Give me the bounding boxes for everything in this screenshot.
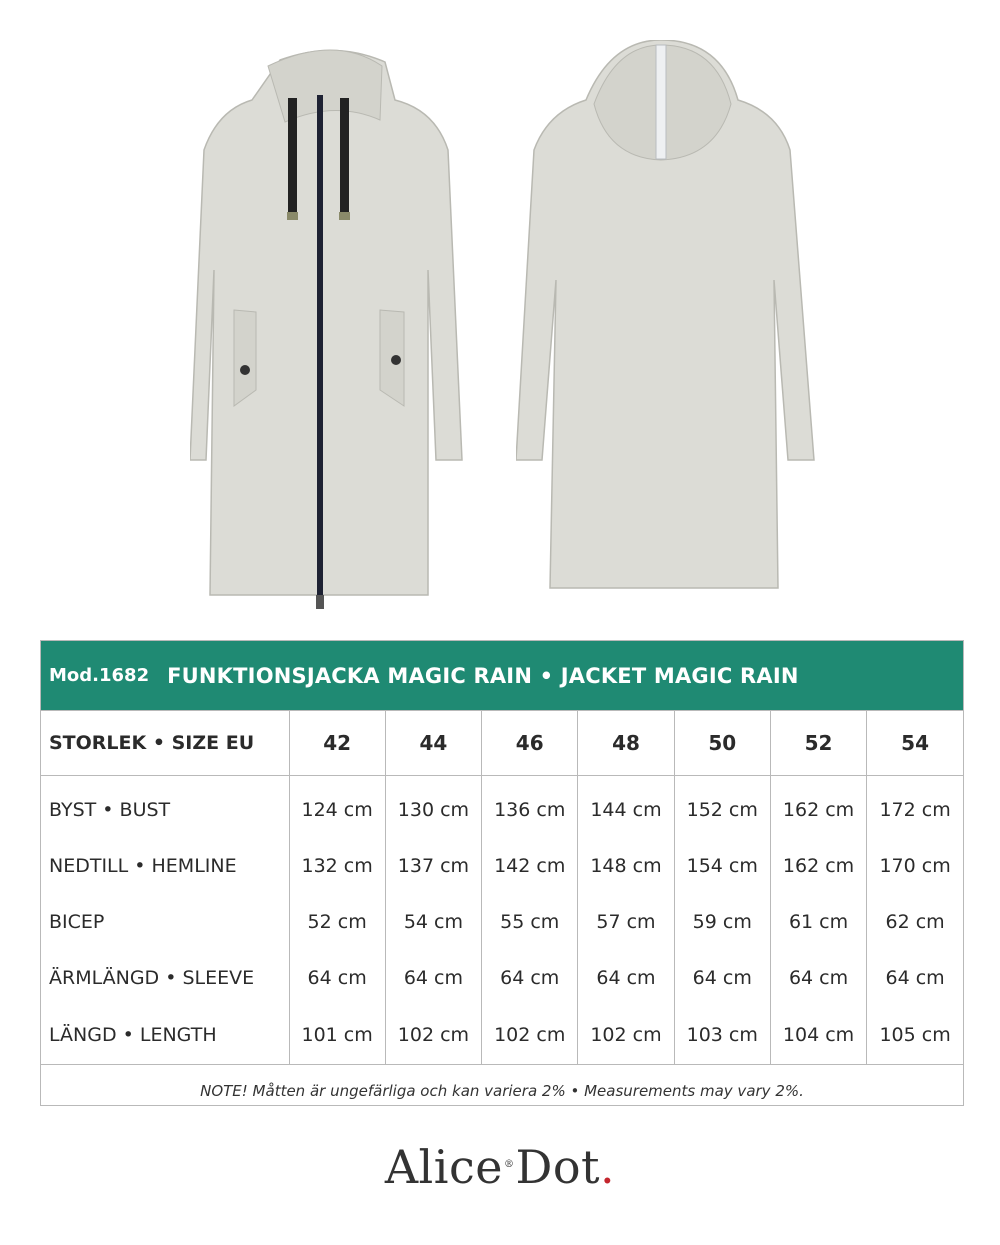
- measurement-note: NOTE! Måtten är ungefärliga och kan variera 2% • Measurements may vary 2%.: [200, 1082, 804, 1100]
- measurement-cell: 64 cm: [674, 950, 770, 1006]
- measurement-cell: 154 cm: [674, 838, 770, 894]
- brand-dot: .: [600, 1140, 616, 1194]
- brand-registered-mark: ®: [503, 1158, 515, 1170]
- measurement-cell: 105 cm: [867, 1006, 963, 1065]
- measurement-cell: 64 cm: [578, 950, 674, 1006]
- measurement-cell: 142 cm: [482, 838, 578, 894]
- size-cell: 46: [482, 711, 578, 776]
- table-row: [41, 838, 963, 894]
- size-cell: 52: [770, 711, 866, 776]
- jacket-back-image: [516, 40, 816, 600]
- size-label: STORLEK • SIZE EU: [41, 711, 289, 776]
- table-row: [41, 894, 963, 950]
- row-label: BYST • BUST: [49, 799, 171, 821]
- row-label: NEDTILL • HEMLINE: [49, 855, 237, 877]
- measurement-table: [41, 711, 963, 1065]
- measurement-cell: 64 cm: [482, 950, 578, 1006]
- brand-name-second: Dot: [515, 1140, 601, 1194]
- row-label: LÄNGD • LENGTH: [41, 1006, 289, 1065]
- row-label: BICEP: [49, 911, 105, 933]
- measurement-cell: 54 cm: [385, 894, 481, 950]
- size-cell: 44: [385, 711, 481, 776]
- measurement-cell: 64 cm: [770, 950, 866, 1006]
- measurement-cell: 55 cm: [482, 894, 578, 950]
- measurement-cell: 64 cm: [867, 950, 963, 1006]
- measurement-cell: 152 cm: [674, 776, 770, 839]
- brand-logo: [0, 1140, 1000, 1194]
- measurement-cell: 103 cm: [674, 1006, 770, 1065]
- size-cell: 42: [289, 711, 385, 776]
- jacket-front-image: [190, 40, 480, 610]
- measurement-cell: 102 cm: [578, 1006, 674, 1065]
- table-header: [41, 641, 963, 711]
- size-cell: 48: [578, 711, 674, 776]
- model-number: Mod.1682: [49, 665, 150, 686]
- measurement-cell: 62 cm: [867, 894, 963, 950]
- table-row: [41, 950, 963, 1006]
- measurement-cell: 148 cm: [578, 838, 674, 894]
- measurement-cell: 59 cm: [674, 894, 770, 950]
- row-label: ÄRMLÄNGD • SLEEVE: [49, 967, 255, 989]
- measurement-cell: 64 cm: [289, 950, 385, 1006]
- size-cell: 54: [867, 711, 963, 776]
- measurement-cell: 137 cm: [385, 838, 481, 894]
- measurement-cell: 102 cm: [482, 1006, 578, 1065]
- measurement-cell: 136 cm: [482, 776, 578, 839]
- measurement-cell: 162 cm: [770, 776, 866, 839]
- measurement-cell: 172 cm: [867, 776, 963, 839]
- measurement-cell: 104 cm: [770, 1006, 866, 1065]
- measurement-cell: 52 cm: [289, 894, 385, 950]
- measurement-cell: 61 cm: [770, 894, 866, 950]
- measurement-cell: 57 cm: [578, 894, 674, 950]
- table-row: [41, 776, 963, 839]
- brand-name-first: Alice: [384, 1140, 503, 1194]
- measurement-cell: 162 cm: [770, 838, 866, 894]
- size-cell: 50: [674, 711, 770, 776]
- measurement-cell: 64 cm: [385, 950, 481, 1006]
- measurement-cell: 124 cm: [289, 776, 385, 839]
- product-images: [0, 0, 1000, 620]
- measurement-cell: 170 cm: [867, 838, 963, 894]
- table-title: FUNKTIONSJACKA MAGIC RAIN • JACKET MAGIC RAIN: [167, 663, 799, 688]
- measurement-cell: 130 cm: [385, 776, 481, 839]
- measurement-cell: 144 cm: [578, 776, 674, 839]
- measurement-cell: 102 cm: [385, 1006, 481, 1065]
- size-table: [40, 640, 964, 1106]
- measurement-cell: 132 cm: [289, 838, 385, 894]
- size-row: [41, 711, 963, 776]
- table-row: [41, 1006, 963, 1065]
- measurement-cell: 101 cm: [289, 1006, 385, 1065]
